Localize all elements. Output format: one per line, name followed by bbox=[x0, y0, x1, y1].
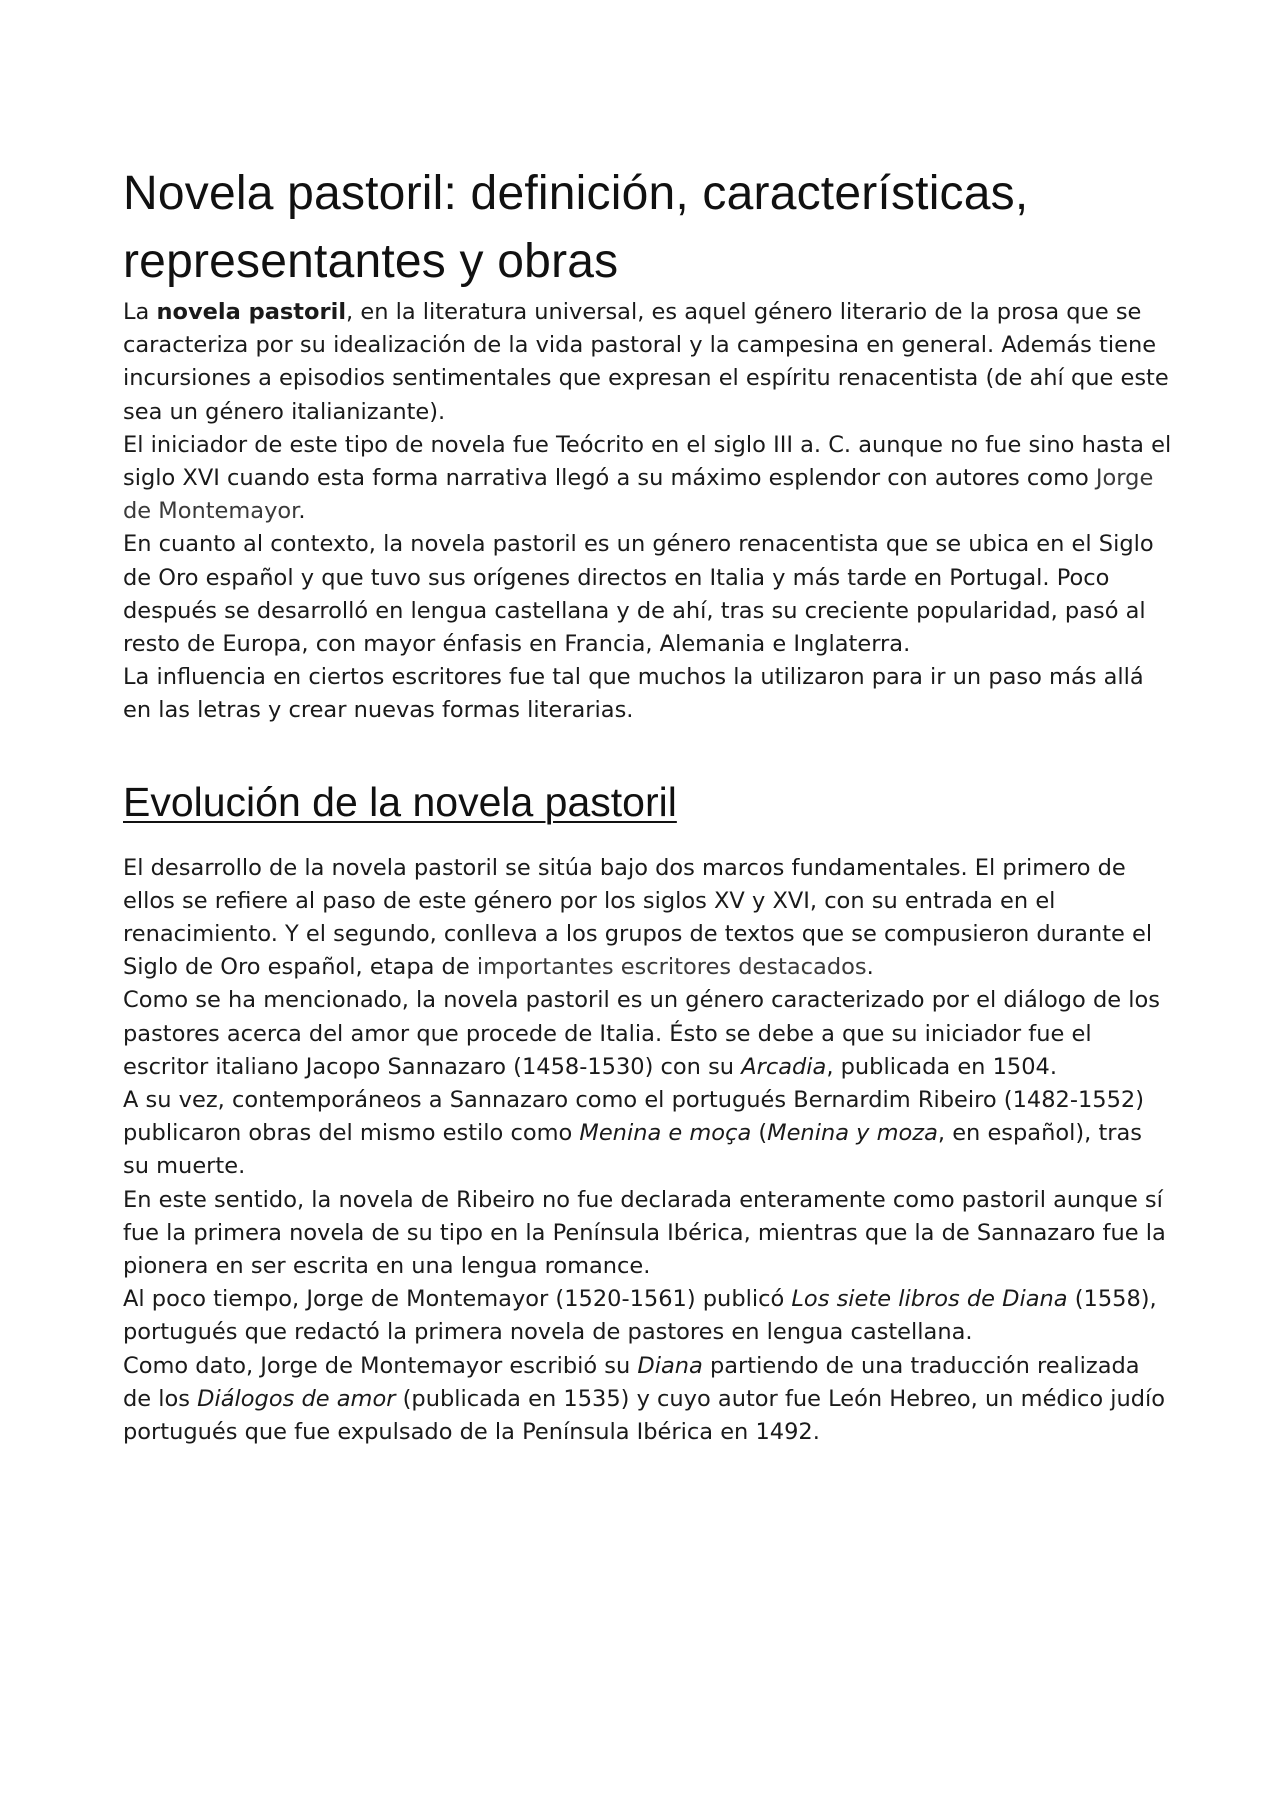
bold-term: novela pastoril bbox=[156, 299, 347, 325]
intro-paragraph-origin bbox=[123, 429, 1173, 529]
intro-paragraph-definition bbox=[123, 296, 1173, 429]
page-title: Novela pastoril: definición, características, representantes y obras bbox=[123, 167, 1029, 288]
italic-title: Diálogos de amor bbox=[197, 1385, 396, 1412]
text-run: El iniciador de este tipo de novela fue Teócrito en el siglo III a. C. aunque no fue sino hasta el siglo XVI cuando esta forma narrativa llegó a su máximo esplendor con autores como bbox=[123, 431, 1172, 492]
italic-title: Menina e moça bbox=[579, 1120, 752, 1147]
text-run: Al poco tiempo, Jorge de Montemayor (1520-1561) publicó bbox=[123, 1286, 792, 1313]
text-run: , en la literatura universal, es aquel género literario de la prosa que se caracteriza por su idealización de la vida pastoral y la campesina en general. Además tiene incursiones a episodios sentimentales que expresan el espíritu renacentista (de ahí que este sea un género italianizante). bbox=[123, 299, 1169, 425]
text-run: partiendo de una traducción realizada de los bbox=[123, 1352, 1140, 1412]
italic-title: Diana bbox=[637, 1352, 703, 1379]
italic-title: Menina y moza bbox=[767, 1120, 938, 1147]
section-paragraph-ribeiro bbox=[123, 1084, 1173, 1184]
link-jorge-de-montemayor[interactable]: Jorge de Montemayor bbox=[123, 465, 1154, 525]
section-heading-evolucion: Evolución de la novela pastoril bbox=[123, 778, 677, 825]
text-run: , publicada en 1504. bbox=[826, 1053, 1058, 1080]
section-paragraph-dato bbox=[123, 1350, 1173, 1450]
text-run: Como se ha mencionado, la novela pastoril es un género caracterizado por el diálogo de los pastores acerca del amor que procede de Italia. Ésto se debe a que su iniciador fue el escritor italiano Jacopo Sannazaro (1458-1530) con su bbox=[123, 987, 1160, 1080]
text-run: La bbox=[123, 299, 157, 325]
document-body bbox=[123, 160, 1173, 1449]
italic-title: Los siete libros de Diana bbox=[791, 1286, 1068, 1313]
link-importantes-escritores[interactable]: importantes escritores destacados bbox=[476, 954, 867, 981]
text-run: A su vez, contemporáneos a Sannazaro como el portugués Bernardim Ribeiro (1482-1552) publicaron obras del mismo estilo como bbox=[123, 1087, 1144, 1147]
text-run: El desarrollo de la novela pastoril se sitúa bajo dos marcos fundamentales. El primero de ellos se refiere al paso de este género por los siglos XV y XVI, con su entrada en el renacimiento. Y el segundo, conlleva a los grupos de textos que se compusieron durante el Siglo de Oro español, etapa de bbox=[123, 854, 1153, 981]
text-run: . bbox=[866, 954, 874, 981]
text-run: (publicada en 1535) y cuyo autor fue León Hebreo, un médico judío portugués que fue expulsado de la Península Ibérica en 1492. bbox=[123, 1385, 1166, 1446]
italic-title: Arcadia bbox=[741, 1053, 827, 1080]
intro-paragraph-context: En cuanto al contexto, la novela pastoril es un género renacentista que se ubica en el Siglo de Oro español y que tuvo sus orígenes directos en Italia y más tarde en Portugal. Poco después se desarrolló en lengua castellana y de ahí, tras su creciente popularidad, pasó al resto de Europa, con mayor énfasis en Francia, Alemania e Inglaterra. bbox=[123, 531, 1154, 658]
section-spacer bbox=[123, 830, 1173, 852]
text-run: ( bbox=[751, 1120, 768, 1147]
section-paragraph-sannazaro bbox=[123, 984, 1173, 1084]
text-run: (1558), portugués que redactó la primera novela de pastores en lengua castellana. bbox=[123, 1286, 1157, 1346]
text-run: . bbox=[298, 498, 306, 525]
text-run: , en español), tras su muerte. bbox=[123, 1120, 1143, 1180]
intro-paragraph-influence: La influencia en ciertos escritores fue tal que muchos la utilizaron para ir un paso más allá en las letras y crear nuevas formas literarias. bbox=[123, 664, 1144, 724]
section-paragraph-peninsula: En este sentido, la novela de Ribeiro no fue declarada enteramente como pastoril aunque sí fue la primera novela de su tipo en la Península Ibérica, mientras que la de Sannazaro fue la pionera en ser escrita en una lengua romance. bbox=[123, 1186, 1166, 1280]
text-run: Como dato, Jorge de Montemayor escribió su bbox=[123, 1352, 638, 1379]
section-paragraph-montemayor bbox=[123, 1283, 1173, 1349]
section-paragraph-marcos bbox=[123, 852, 1173, 985]
